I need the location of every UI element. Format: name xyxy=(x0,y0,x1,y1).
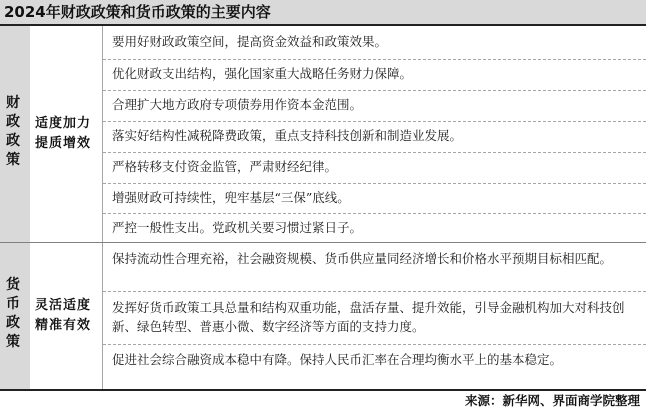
category-label-monetary xyxy=(3,276,23,352)
policy-item: 保持流动性合理充裕，社会融资规模、货币供应量同经济增长和价格水平预期目标相匹配。 xyxy=(112,251,613,266)
row-separator xyxy=(103,213,646,214)
policy-item: 要用好财政政策空间，提高资金效益和政策效果。 xyxy=(112,34,388,49)
policy-item: 严格转移支付资金监管，严肃财经纪律。 xyxy=(112,159,338,174)
policy-item: 落实好结构性减税降费政策，重点支持科技创新和制造业发展。 xyxy=(112,128,463,143)
row-separator xyxy=(103,152,646,153)
category-label-fiscal xyxy=(3,94,23,170)
subcategory-label-monetary: 灵活适度精准有效 xyxy=(35,298,92,333)
policy-item: 严控一般性支出。党政机关要习惯过紧日子。 xyxy=(112,220,363,235)
policy-item: 优化财政支出结构，强化国家重大战略任务财力保障。 xyxy=(112,66,413,81)
row-separator xyxy=(103,291,646,292)
policy-item: 合理扩大地方政府专项债券用作资本金范围。 xyxy=(112,97,363,112)
row-separator xyxy=(103,183,646,184)
row-separator xyxy=(103,344,646,345)
category-text: 货币政策 xyxy=(6,277,20,350)
category-text: 财政政策 xyxy=(6,95,20,168)
source-note: 来源：新华网、界面商学院整理 xyxy=(464,393,640,408)
row-separator xyxy=(103,121,646,122)
policy-item: 增强财政可持续性，兜牢基层“三保”底线。 xyxy=(112,190,350,205)
subcategory-label-fiscal: 适度加力提质增效 xyxy=(35,116,92,151)
policy-item: 促进社会综合融资成本稳中有降。保持人民币汇率在合理均衡水平上的基本稳定。 xyxy=(112,352,563,367)
table-title: 2024年财政政策和货币政策的主要内容 xyxy=(0,0,646,24)
policy-item: 发挥好货币政策工具总量和结构双重功能，盘活存量、提升效能，引导金融机构加大对科技创新、绿色转型、普惠小微、数字经济等方面的支持力度。 xyxy=(112,300,625,334)
row-separator xyxy=(103,59,646,60)
row-separator xyxy=(103,90,646,91)
